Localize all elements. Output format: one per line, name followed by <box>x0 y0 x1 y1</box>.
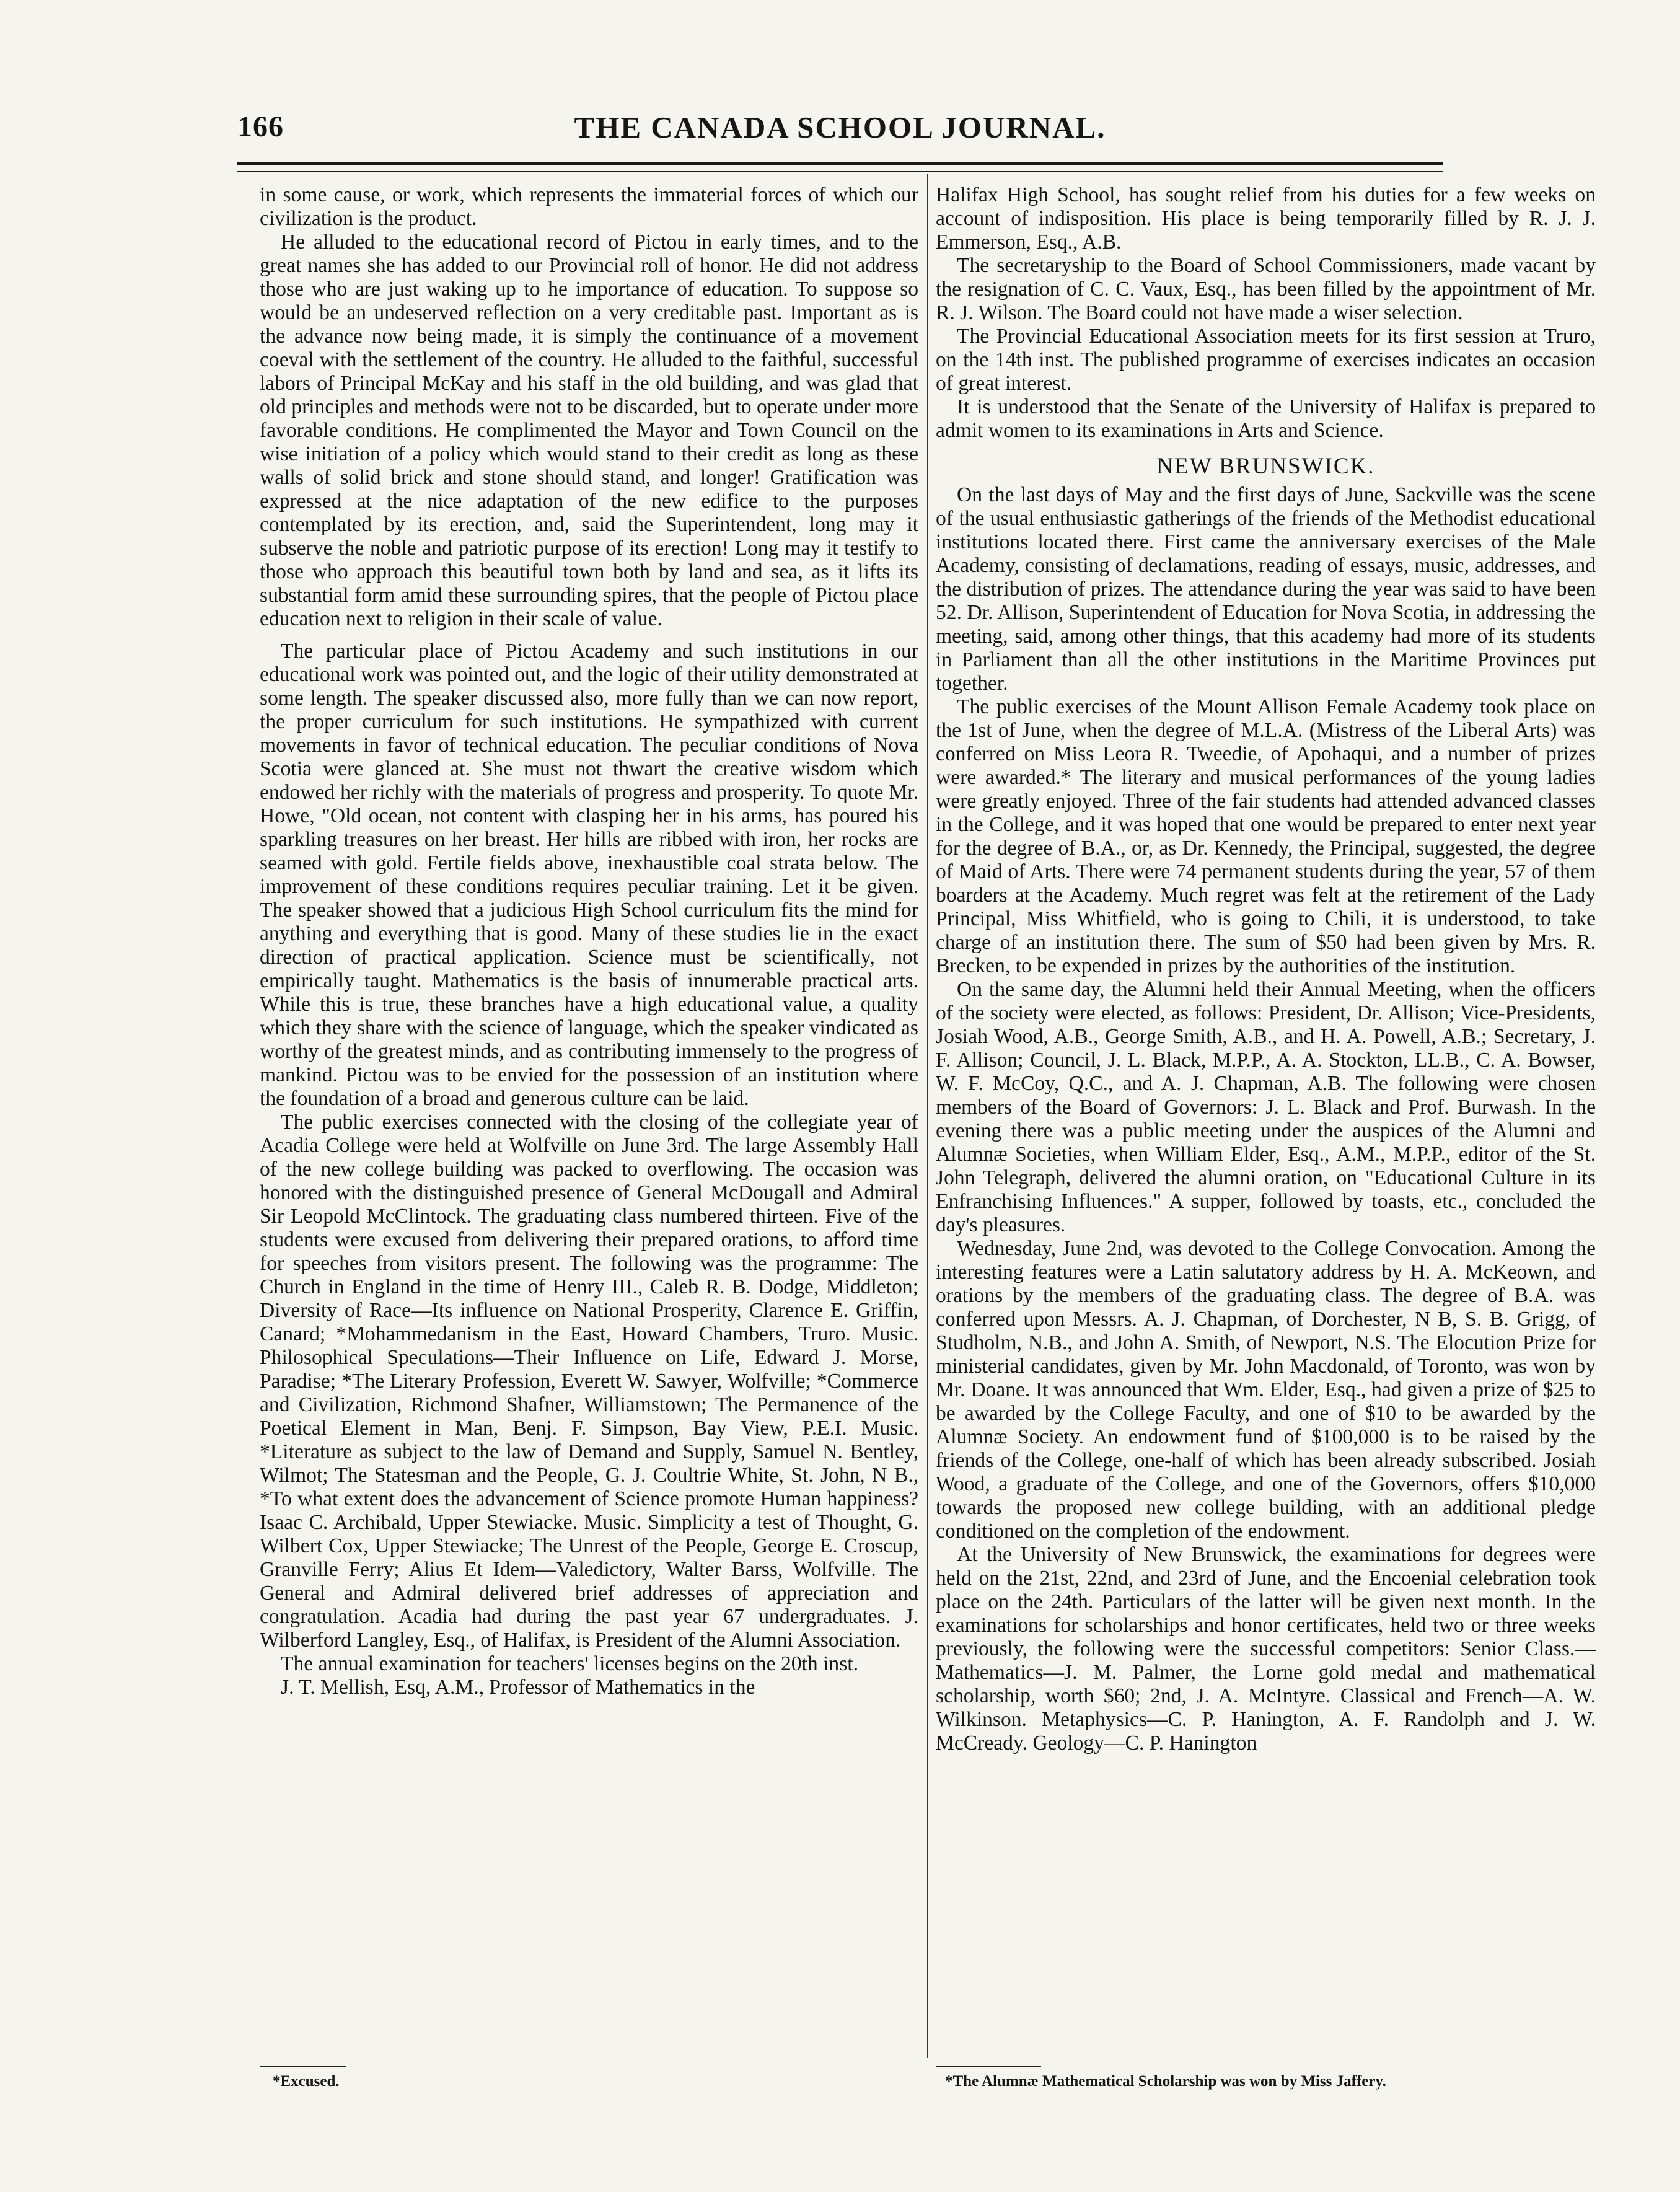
right-paragraph: On the same day, the Alumni held their Annual Meeting, when the officers of the society were elected, as follows: President, Dr. Allison; Vice-Presidents, Josiah Wood, A.B., George Smith, A.B., and H. A. Powell, A.B.; Secretary, J. F. Allison; Council, J. L. Black, M.P.P., A. A. Stockton, LL.B., C. A. Bowser, W. F. McCoy, Q.C., and A. J. Chapman, A.B. The following were chosen members of the Board of Governors: J. L. Black and Prof. Burwash. In the evening there was a public meeting under the auspices of the Alumni and Alumnæ Societies, when William Elder, Esq., A.M., M.P.P., editor of the St. John Telegraph, delivered the alumni oration, on "Educational Culture in its Enfranchising Influences." A supper, followed by toasts, etc., concluded the day's pleasures. <box>936 978 1596 1236</box>
right-column <box>936 183 1596 1755</box>
section-heading: NEW BRUNSWICK. <box>1156 454 1375 479</box>
right-paragraph: It is understood that the Senate of the University of Halifax is prepared to admit women to its examinations in Arts and Science. <box>936 395 1596 442</box>
right-paragraph: Wednesday, June 2nd, was devoted to the College Convocation. Among the interesting features were a Latin salutatory address by H. A. McKeown, and orations by the members of the graduating class. The degree of B.A. was conferred upon Messrs. A. J. Chapman, of Dorchester, N B, S. B. Grigg, of Studholm, N.B., and John A. Smith, of Newport, N.S. The Elocution Prize for ministerial candidates, given by Mr. John Macdonald, of Toronto, was won by Mr. Doane. It was announced that Wm. Elder, Esq., had given a prize of $25 to be awarded by the College Faculty, and one of $10 to be awarded by the Alumnæ Society. An endowment fund of $100,000 is to be raised by the friends of the College, one-half of which has been already subscribed. Josiah Wood, a graduate of the College, and one of the Governors, offers $10,000 towards the proposed new college building, with an additional pledge conditioned on the completion of the endowment. <box>936 1237 1596 1543</box>
journal-title: THE CANADA SCHOOL JOURNAL. <box>574 110 1106 144</box>
column-divider <box>927 174 928 2058</box>
left-paragraph: The public exercises connected with the closing of the collegiate year of Acadia College were held at Wolfville on June 3rd. The large Assembly Hall of the new college building was packed to overflowing. The occasion was honored with the distinguished presence of General McDougall and Admiral Sir Leopold McClintock. The graduating class numbered thirteen. Five of the students were excused from delivering their prepared orations, to afford time for speeches from visitors present. The following was the programme: The Church in England in the time of Henry III., Caleb R. B. Dodge, Middleton; Diversity of Race—Its influence on National Prosperity, Clarence E. Griffin, Canard; *Mohammedanism in the East, Howard Chambers, Truro. Music. Philosophical Speculations—Their Influence on Life, Edward J. Morse, Paradise; *The Literary Profession, Everett W. Sawyer, Wolfville; *Commerce and Civilization, Richmond Shafner, Williamstown; The Permanence of the Poetical Element in Man, Benj. F. Simpson, Bay View, P.E.I. Music. *Literature as subject to the law of Demand and Supply, Samuel N. Bentley, Wilmot; The Statesman and the People, G. J. Coultrie White, St. John, N B., *To what extent does the advancement of Science promote Human happiness? Isaac C. Archibald, Upper Stewiacke. Music. Simplicity a test of Thought, G. Wilbert Cox, Upper Stewiacke; The Unrest of the People, George E. Croscup, Granville Ferry; Alius Et Idem—Valedictory, Walter Barss, Wolfville. The General and Admiral delivered brief addresses of appreciation and congratulation. Acadia had during the past year 67 undergraduates. J. Wilberford Langley, Esq., of Halifax, is President of the Alumni Association. <box>260 1111 918 1652</box>
left-paragraph: He alluded to the educational record of Pictou in early times, and to the great names she has added to our Provincial roll of honor. He did not address those who are just waking up to he importance of education. To suppose so would be an undeserved reflection on a very creditable past. Important as is the advance now being made, it is simply the continuance of a movement coeval with the settlement of the country. He alluded to the faithful, successful labors of Principal McKay and his staff in the old building, and was glad that old principles and methods were not to be discarded, but to operate under more favorable conditions. He complimented the Mayor and Town Council on the wise initiation of a policy which would stand to their credit as long as these walls of solid brick and stone should stand, and longer! Gratification was expressed at the nice adaptation of the new edifice to the purposes contemplated by its erection, and, said the Superintendent, long may it subserve the noble and patriotic purpose of its erection! Long may it testify to those who approach this beautiful town both by land and sea, as it lifts its substantial form amid these surrounding spires, that the people of Pictou place education next to religion in their scale of value. <box>260 231 918 630</box>
footnote-rule-right <box>936 2066 1041 2067</box>
right-paragraph: Halifax High School, has sought relief from his duties for a few weeks on account of indisposition. His place is being temporarily filled by R. J. J. Emmerson, Esq., A.B. <box>936 183 1596 253</box>
left-paragraph: The annual examination for teachers' licenses begins on the 20th inst. <box>281 1652 858 1675</box>
right-paragraph: The public exercises of the Mount Allison Female Academy took place on the 1st of June, when the degree of M.L.A. (Mistress of the Liberal Arts) was conferred on Miss Leora R. Tweedie, of Apohaqui, and a number of prizes were awarded.* The literary and musical performances of the young ladies were greatly enjoyed. Three of the fair students had attended advanced classes in the College, and it was hoped that one would be prepared to enter next year for the degree of B.A., or, as Dr. Kennedy, the Principal, suggested, the degree of Maid of Arts. There were 74 permanent students during the year, 57 of them boarders at the Academy. Much regret was felt at the retirement of the Lady Principal, Miss Whitfield, who is going to Chili, it is understood, to take charge of an institution there. The sum of $50 had been given by Mrs. R. Brecken, to be expended in prizes by the authorities of the institution. <box>936 695 1596 977</box>
header-rule-thick <box>237 162 1443 165</box>
right-paragraph: At the University of New Brunswick, the examinations for degrees were held on the 21st, 22nd, and 23rd of June, and the Encoenial celebration took place on the 24th. Particulars of the latter will be given next month. In the examinations for scholarships and honor certificates, held two or three weeks previously, the following were the successful competitors: Senior Class.—Mathematics—J. M. Palmer, the Lorne gold medal and mathematical scholarship, worth $60; 2nd, J. A. McIntyre. Classical and French—A. W. Wilkinson. Metaphysics—C. P. Hanington, A. F. Randolph and J. W. McCready. Geology—C. P. Hanington <box>936 1543 1596 1754</box>
footnote-rule-left <box>260 2066 346 2067</box>
right-paragraph: On the last days of May and the first days of June, Sackville was the scene of the usual enthusiastic gatherings of the friends of the Methodist educational institutions located there. First came the anniversary exercises of the Male Academy, consisting of declamations, reading of essays, music, addresses, and the distribution of prizes. The attendance during the year was said to have been 52. Dr. Allison, Superintendent of Education for Nova Scotia, in addressing the meeting, said, among other things, that this academy had more of its students in Parliament than all the other institutions in the Maritime Provinces put together. <box>936 483 1596 695</box>
left-paragraph: J. T. Mellish, Esq, A.M., Professor of Mathematics in the <box>281 1676 755 1699</box>
right-paragraph: The secretaryship to the Board of School Commissioners, made vacant by the resignation of C. C. Vaux, Esq., has been filled by the appointment of Mr. R. J. Wilson. The Board could not have made a wiser selection. <box>936 254 1596 324</box>
left-paragraph: The particular place of Pictou Academy and such institutions in our educational work was pointed out, and the logic of their utility demonstrated at some length. The speaker discussed also, more fully than we can now report, the proper curriculum for such institutions. He sympathized with current movements in favor of technical education. The peculiar conditions of Nova Scotia were glanced at. She must not thwart the creative wisdom which endowed her richly with the materials of progress and prosperity. To quote Mr. Howe, "Old ocean, not content with clasping her in his arms, has poured his sparkling treasures on her breast. Her hills are ribbed with iron, her rocks are seamed with gold. Fertile fields above, inexhaustible coal strata below. The improvement of these conditions requires peculiar training. Let it be given. The speaker showed that a judicious High School curriculum fits the mind for anything and everything that is good. Many of these studies lie in the exact direction of practical application. Science must be scientifically, not empirically taught. Mathematics is the basis of innumerable practical arts. While this is true, these branches have a high educational value, a quality which they share with the science of language, which the speaker vindicated as worthy of the greatest minds, and as contributing immensely to the progress of mankind. Pictou was to be envied for the possession of an institution where the foundation of a broad and generous culture can be laid. <box>260 640 918 1110</box>
page-number: 166 <box>237 110 284 143</box>
right-paragraph: The Provincial Educational Association meets for its first session at Truro, on the 14th inst. The published programme of exercises indicates an occasion of great interest. <box>936 325 1596 395</box>
left-column <box>260 183 918 1699</box>
footnote-right: *The Alumnæ Mathematical Scholarship was won by Miss Jaffery. <box>945 2073 1386 2090</box>
left-paragraph: in some cause, or work, which represents the immaterial forces of which our civilization is the product. <box>260 183 918 230</box>
header-rule-thin <box>237 171 1443 172</box>
footnote-left: *Excused. <box>273 2073 340 2090</box>
